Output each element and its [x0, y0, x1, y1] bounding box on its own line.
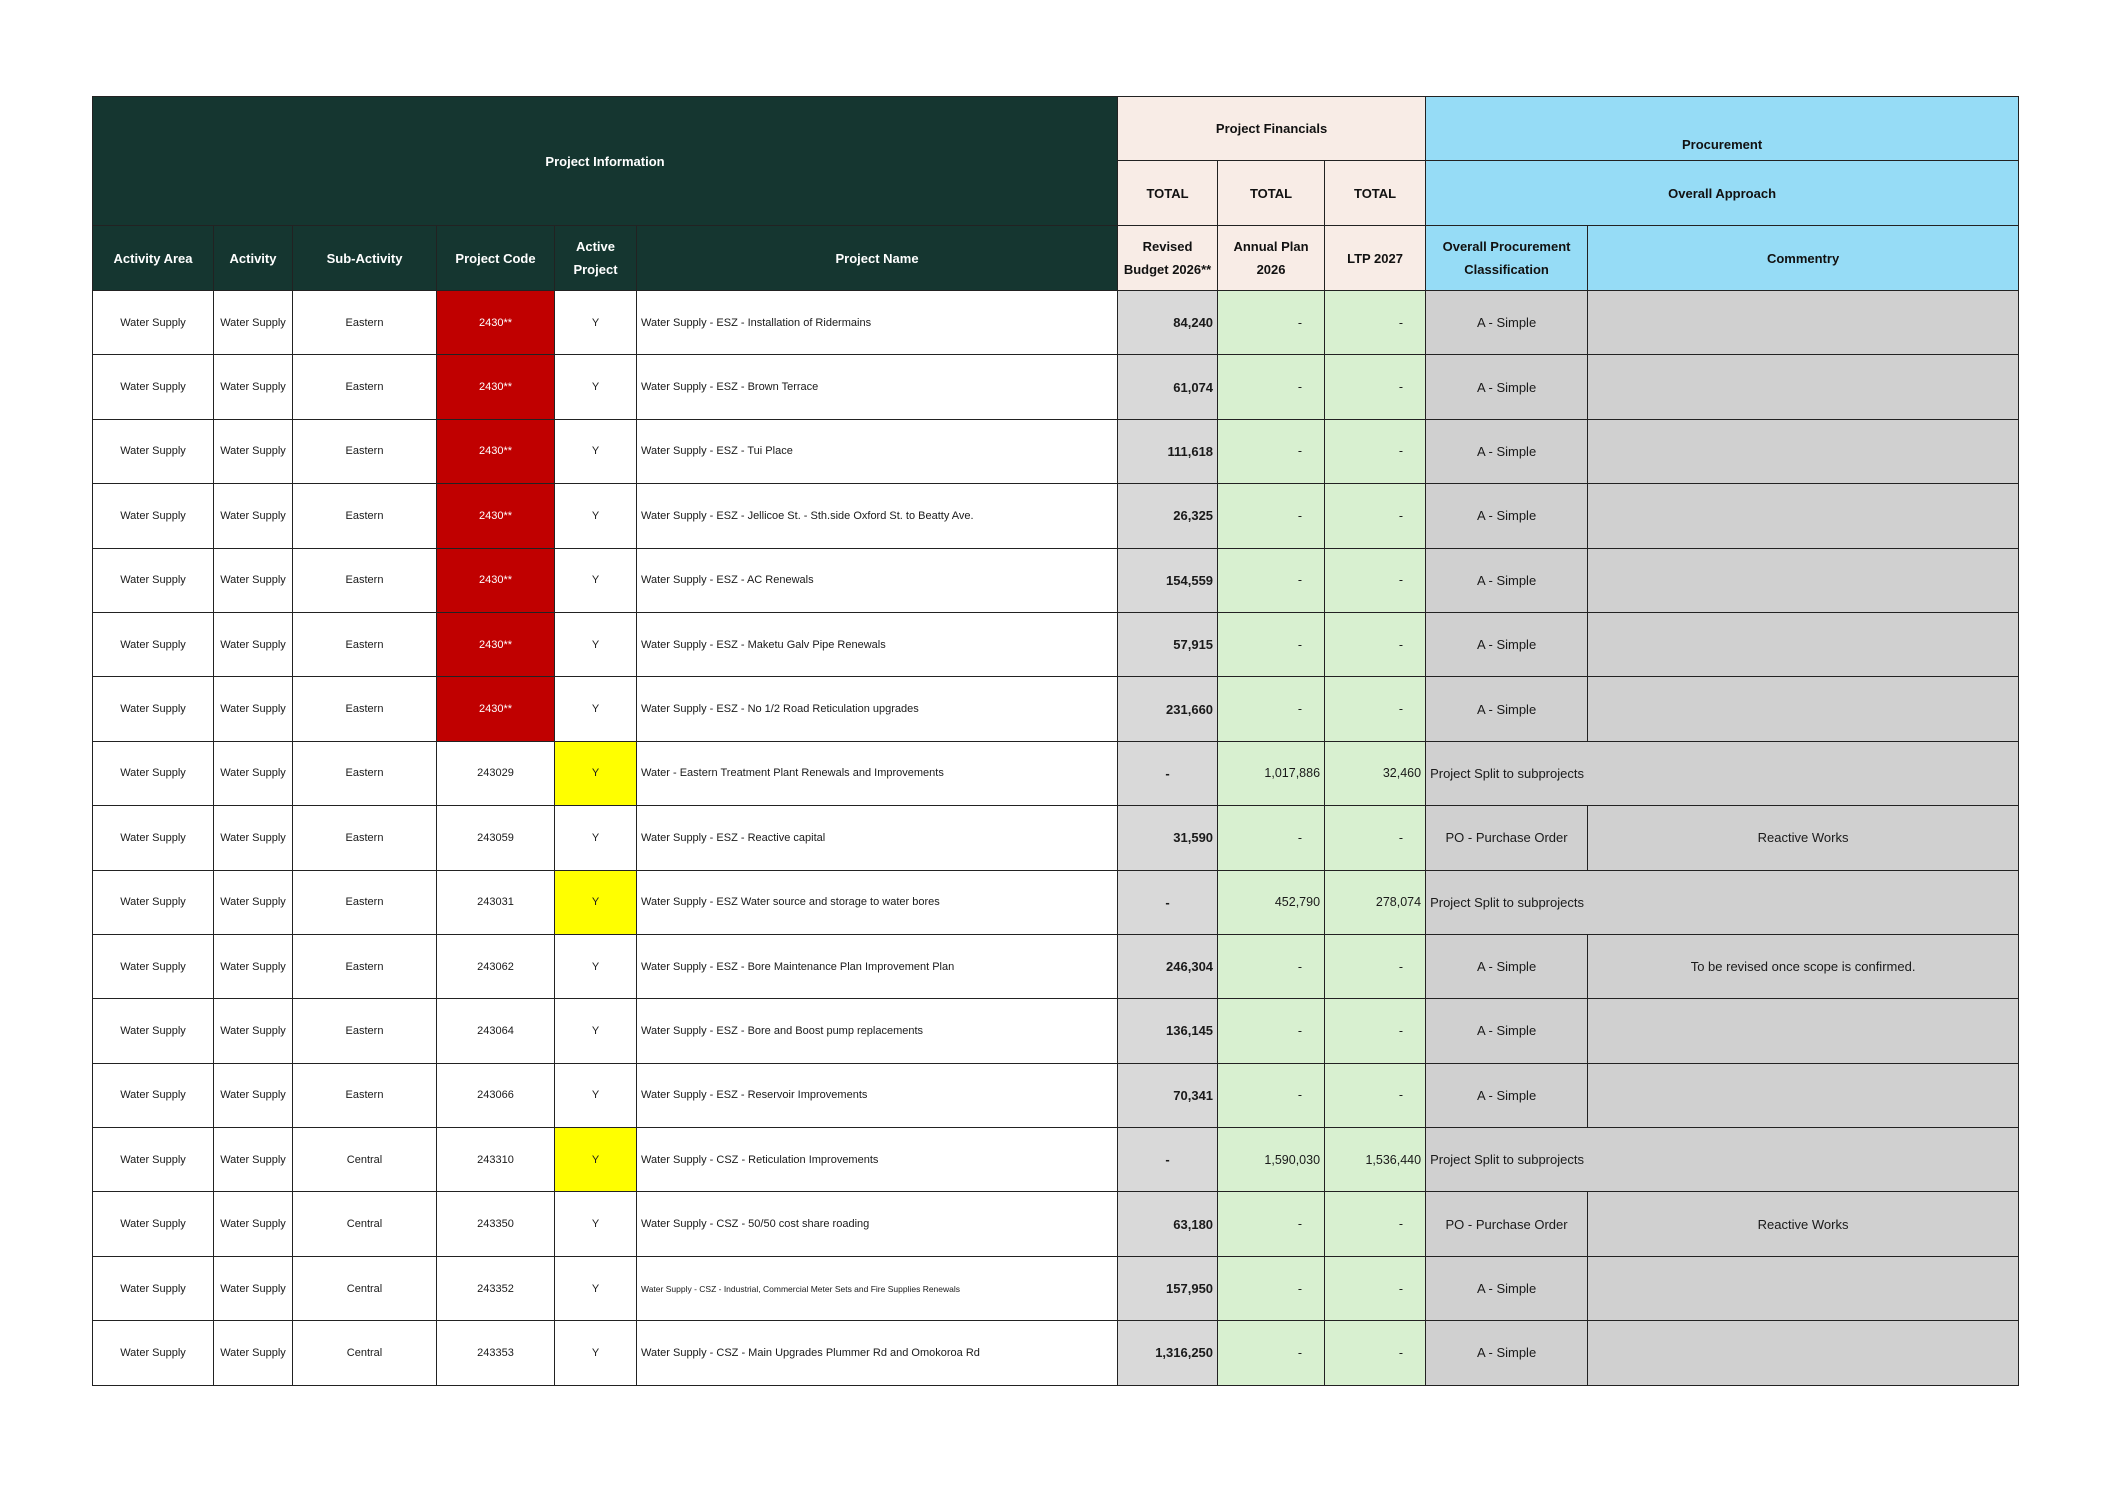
- project-name-cell: Water Supply - ESZ - Bore and Boost pump replacements: [637, 999, 1118, 1063]
- active-project-cell: Y: [555, 548, 637, 612]
- activity-area-cell: Water Supply: [93, 677, 214, 741]
- annual-plan-cell: -: [1218, 1321, 1325, 1385]
- table-row: [93, 1256, 2019, 1320]
- project-code-cell: 243062: [437, 934, 555, 998]
- ltp-cell: -: [1325, 934, 1426, 998]
- active-project-cell: Y: [555, 1321, 637, 1385]
- activity-area-cell: Water Supply: [93, 612, 214, 676]
- commentry-cell: [1588, 419, 2019, 483]
- procurement-header: Procurement: [1426, 97, 2019, 161]
- active-project-cell: Y: [555, 1063, 637, 1127]
- sub-activity-cell: Eastern: [293, 419, 437, 483]
- activity-cell: Water Supply: [214, 999, 293, 1063]
- activity-area-cell: Water Supply: [93, 355, 214, 419]
- table-body: [93, 291, 2019, 1386]
- activity-cell: Water Supply: [214, 548, 293, 612]
- project-name-cell: Water Supply - ESZ - No 1/2 Road Reticulation upgrades: [637, 677, 1118, 741]
- total-header-3: TOTAL: [1325, 161, 1426, 226]
- ltp-cell: 1,536,440: [1325, 1128, 1426, 1192]
- sub-activity-cell: Eastern: [293, 870, 437, 934]
- activity-cell: Water Supply: [214, 1256, 293, 1320]
- annual-plan-cell: -: [1218, 1256, 1325, 1320]
- active-project-cell: Y: [555, 741, 637, 805]
- revised-budget-cell: -: [1118, 1128, 1218, 1192]
- project-financials-header: Project Financials: [1118, 97, 1426, 161]
- commentry-cell: [1588, 484, 2019, 548]
- table-row: [93, 806, 2019, 870]
- table-row: [93, 677, 2019, 741]
- active-project-cell: Y: [555, 1256, 637, 1320]
- procurement-classification-cell: A - Simple: [1426, 1321, 1588, 1385]
- project-name-cell: Water Supply - ESZ - Jellicoe St. - Sth.side Oxford St. to Beatty Ave.: [637, 484, 1118, 548]
- project-code-cell: 243352: [437, 1256, 555, 1320]
- revised-budget-cell: 61,074: [1118, 355, 1218, 419]
- project-name-cell: Water Supply - CSZ - Industrial, Commercial Meter Sets and Fire Supplies Renewals: [637, 1256, 1118, 1320]
- table-row: [93, 741, 2019, 805]
- procurement-classification-cell: A - Simple: [1426, 612, 1588, 676]
- procurement-classification-cell: A - Simple: [1426, 291, 1588, 355]
- ltp-cell: -: [1325, 484, 1426, 548]
- sub-activity-cell: Eastern: [293, 1063, 437, 1127]
- active-project-cell: Y: [555, 870, 637, 934]
- sub-activity-cell: Eastern: [293, 934, 437, 998]
- annual-plan-cell: -: [1218, 1192, 1325, 1256]
- total-header-1: TOTAL: [1118, 161, 1218, 226]
- activity-area-cell: Water Supply: [93, 741, 214, 805]
- commentry-cell: [1588, 1063, 2019, 1127]
- ltp-cell: -: [1325, 1063, 1426, 1127]
- revised-budget-cell: 84,240: [1118, 291, 1218, 355]
- annual-plan-cell: -: [1218, 548, 1325, 612]
- activity-area-cell: Water Supply: [93, 419, 214, 483]
- commentry-cell: [1588, 999, 2019, 1063]
- col-commentry: Commentry: [1588, 226, 2019, 291]
- procurement-classification-cell: A - Simple: [1426, 934, 1588, 998]
- table-row: [93, 999, 2019, 1063]
- sub-activity-cell: Eastern: [293, 741, 437, 805]
- project-code-cell: 243064: [437, 999, 555, 1063]
- table-row: [93, 1321, 2019, 1385]
- annual-plan-cell: -: [1218, 1063, 1325, 1127]
- project-name-cell: Water Supply - CSZ - Main Upgrades Plummer Rd and Omokoroa Rd: [637, 1321, 1118, 1385]
- annual-plan-cell: -: [1218, 999, 1325, 1063]
- table-row: [93, 1192, 2019, 1256]
- project-code-cell: 2430**: [437, 419, 555, 483]
- activity-area-cell: Water Supply: [93, 1063, 214, 1127]
- project-code-cell: 2430**: [437, 484, 555, 548]
- revised-budget-cell: 136,145: [1118, 999, 1218, 1063]
- project-code-cell: 243350: [437, 1192, 555, 1256]
- procurement-classification-cell: Project Split to subprojects: [1426, 870, 2019, 934]
- activity-area-cell: Water Supply: [93, 1321, 214, 1385]
- active-project-cell: Y: [555, 1128, 637, 1192]
- activity-cell: Water Supply: [214, 1128, 293, 1192]
- col-ltp: LTP 2027: [1325, 226, 1426, 291]
- active-project-cell: Y: [555, 999, 637, 1063]
- commentry-cell: [1588, 1256, 2019, 1320]
- table-row: [93, 870, 2019, 934]
- table-row: [93, 934, 2019, 998]
- activity-cell: Water Supply: [214, 870, 293, 934]
- ltp-cell: -: [1325, 291, 1426, 355]
- procurement-classification-cell: A - Simple: [1426, 484, 1588, 548]
- active-project-cell: Y: [555, 484, 637, 548]
- col-activity: Activity: [214, 226, 293, 291]
- sub-activity-cell: Eastern: [293, 999, 437, 1063]
- annual-plan-cell: -: [1218, 419, 1325, 483]
- activity-area-cell: Water Supply: [93, 934, 214, 998]
- ltp-cell: -: [1325, 419, 1426, 483]
- activity-cell: Water Supply: [214, 1192, 293, 1256]
- project-code-cell: 2430**: [437, 355, 555, 419]
- commentry-cell: [1588, 291, 2019, 355]
- active-project-cell: Y: [555, 355, 637, 419]
- ltp-cell: 278,074: [1325, 870, 1426, 934]
- sub-activity-cell: Eastern: [293, 484, 437, 548]
- activity-area-cell: Water Supply: [93, 548, 214, 612]
- activity-cell: Water Supply: [214, 806, 293, 870]
- active-project-cell: Y: [555, 419, 637, 483]
- sub-activity-cell: Eastern: [293, 548, 437, 612]
- project-code-cell: 243059: [437, 806, 555, 870]
- project-code-cell: 243029: [437, 741, 555, 805]
- procurement-classification-cell: Project Split to subprojects: [1426, 741, 2019, 805]
- table-row: [93, 419, 2019, 483]
- commentry-cell: [1588, 677, 2019, 741]
- project-name-cell: Water Supply - ESZ - Tui Place: [637, 419, 1118, 483]
- procurement-classification-cell: A - Simple: [1426, 548, 1588, 612]
- col-project-name: Project Name: [637, 226, 1118, 291]
- commentry-cell: [1588, 355, 2019, 419]
- revised-budget-cell: 246,304: [1118, 934, 1218, 998]
- annual-plan-cell: -: [1218, 355, 1325, 419]
- activity-cell: Water Supply: [214, 1063, 293, 1127]
- annual-plan-cell: -: [1218, 806, 1325, 870]
- activity-cell: Water Supply: [214, 1321, 293, 1385]
- activity-area-cell: Water Supply: [93, 484, 214, 548]
- ltp-cell: 32,460: [1325, 741, 1426, 805]
- project-code-cell: 2430**: [437, 612, 555, 676]
- project-name-cell: Water Supply - ESZ Water source and storage to water bores: [637, 870, 1118, 934]
- col-sub-activity: Sub-Activity: [293, 226, 437, 291]
- project-name-cell: Water Supply - ESZ - Brown Terrace: [637, 355, 1118, 419]
- activity-area-cell: Water Supply: [93, 870, 214, 934]
- activity-cell: Water Supply: [214, 419, 293, 483]
- sub-activity-cell: Eastern: [293, 677, 437, 741]
- col-revised-budget: Revised Budget 2026**: [1118, 226, 1218, 291]
- active-project-cell: Y: [555, 291, 637, 355]
- revised-budget-cell: 231,660: [1118, 677, 1218, 741]
- revised-budget-cell: 31,590: [1118, 806, 1218, 870]
- project-code-cell: 2430**: [437, 677, 555, 741]
- activity-cell: Water Supply: [214, 484, 293, 548]
- procurement-classification-cell: A - Simple: [1426, 677, 1588, 741]
- procurement-classification-cell: A - Simple: [1426, 355, 1588, 419]
- active-project-cell: Y: [555, 806, 637, 870]
- project-name-cell: Water Supply - ESZ - Maketu Galv Pipe Renewals: [637, 612, 1118, 676]
- procurement-classification-cell: PO - Purchase Order: [1426, 806, 1588, 870]
- activity-area-cell: Water Supply: [93, 1192, 214, 1256]
- ltp-cell: -: [1325, 806, 1426, 870]
- sub-activity-cell: Central: [293, 1256, 437, 1320]
- col-annual-plan: Annual Plan 2026: [1218, 226, 1325, 291]
- project-code-cell: 2430**: [437, 548, 555, 612]
- revised-budget-cell: -: [1118, 870, 1218, 934]
- sub-activity-cell: Central: [293, 1128, 437, 1192]
- revised-budget-cell: 70,341: [1118, 1063, 1218, 1127]
- project-code-cell: 243353: [437, 1321, 555, 1385]
- ltp-cell: -: [1325, 1321, 1426, 1385]
- ltp-cell: -: [1325, 677, 1426, 741]
- col-procurement-classification: Overall Procurement Classification: [1426, 226, 1588, 291]
- project-name-cell: Water - Eastern Treatment Plant Renewals and Improvements: [637, 741, 1118, 805]
- col-activity-area: Activity Area: [93, 226, 214, 291]
- project-code-cell: 2430**: [437, 291, 555, 355]
- revised-budget-cell: 1,316,250: [1118, 1321, 1218, 1385]
- project-name-cell: Water Supply - ESZ - Bore Maintenance Plan Improvement Plan: [637, 934, 1118, 998]
- ltp-cell: -: [1325, 999, 1426, 1063]
- activity-area-cell: Water Supply: [93, 999, 214, 1063]
- revised-budget-cell: 154,559: [1118, 548, 1218, 612]
- sub-activity-cell: Central: [293, 1192, 437, 1256]
- commentry-cell: To be revised once scope is confirmed.: [1588, 934, 2019, 998]
- commentry-cell: Reactive Works: [1588, 806, 2019, 870]
- ltp-cell: -: [1325, 548, 1426, 612]
- sub-activity-cell: Eastern: [293, 355, 437, 419]
- project-name-cell: Water Supply - ESZ - Installation of Ridermains: [637, 291, 1118, 355]
- procurement-classification-cell: A - Simple: [1426, 1063, 1588, 1127]
- procurement-classification-cell: A - Simple: [1426, 1256, 1588, 1320]
- revised-budget-cell: 63,180: [1118, 1192, 1218, 1256]
- table-row: [93, 548, 2019, 612]
- total-header-2: TOTAL: [1218, 161, 1325, 226]
- activity-area-cell: Water Supply: [93, 1256, 214, 1320]
- activity-cell: Water Supply: [214, 355, 293, 419]
- procurement-classification-cell: Project Split to subprojects: [1426, 1128, 2019, 1192]
- revised-budget-cell: 57,915: [1118, 612, 1218, 676]
- commentry-cell: [1588, 612, 2019, 676]
- table-row: [93, 355, 2019, 419]
- activity-area-cell: Water Supply: [93, 1128, 214, 1192]
- revised-budget-cell: -: [1118, 741, 1218, 805]
- activity-cell: Water Supply: [214, 741, 293, 805]
- annual-plan-cell: -: [1218, 612, 1325, 676]
- project-name-cell: Water Supply - ESZ - AC Renewals: [637, 548, 1118, 612]
- overall-approach-header: Overall Approach: [1426, 161, 2019, 226]
- activity-cell: Water Supply: [214, 934, 293, 998]
- ltp-cell: -: [1325, 1192, 1426, 1256]
- activity-cell: Water Supply: [214, 612, 293, 676]
- ltp-cell: -: [1325, 1256, 1426, 1320]
- col-project-code: Project Code: [437, 226, 555, 291]
- table-row: [93, 1063, 2019, 1127]
- annual-plan-cell: -: [1218, 484, 1325, 548]
- project-code-cell: 243031: [437, 870, 555, 934]
- active-project-cell: Y: [555, 1192, 637, 1256]
- table-row: [93, 1128, 2019, 1192]
- annual-plan-cell: 452,790: [1218, 870, 1325, 934]
- project-name-cell: Water Supply - ESZ - Reservoir Improvements: [637, 1063, 1118, 1127]
- activity-area-cell: Water Supply: [93, 806, 214, 870]
- sub-activity-cell: Eastern: [293, 612, 437, 676]
- active-project-cell: Y: [555, 677, 637, 741]
- table-row: [93, 484, 2019, 548]
- project-name-cell: Water Supply - CSZ - 50/50 cost share roading: [637, 1192, 1118, 1256]
- project-name-cell: Water Supply - ESZ - Reactive capital: [637, 806, 1118, 870]
- sub-activity-cell: Eastern: [293, 291, 437, 355]
- activity-cell: Water Supply: [214, 291, 293, 355]
- active-project-cell: Y: [555, 612, 637, 676]
- revised-budget-cell: 157,950: [1118, 1256, 1218, 1320]
- annual-plan-cell: -: [1218, 934, 1325, 998]
- annual-plan-cell: 1,017,886: [1218, 741, 1325, 805]
- table-row: [93, 291, 2019, 355]
- procurement-classification-cell: PO - Purchase Order: [1426, 1192, 1588, 1256]
- procurement-classification-cell: A - Simple: [1426, 999, 1588, 1063]
- revised-budget-cell: 111,618: [1118, 419, 1218, 483]
- procurement-classification-cell: A - Simple: [1426, 419, 1588, 483]
- project-name-cell: Water Supply - CSZ - Reticulation Improvements: [637, 1128, 1118, 1192]
- commentry-cell: Reactive Works: [1588, 1192, 2019, 1256]
- commentry-cell: [1588, 548, 2019, 612]
- revised-budget-cell: 26,325: [1118, 484, 1218, 548]
- sub-activity-cell: Eastern: [293, 806, 437, 870]
- annual-plan-cell: 1,590,030: [1218, 1128, 1325, 1192]
- project-code-cell: 243066: [437, 1063, 555, 1127]
- active-project-cell: Y: [555, 934, 637, 998]
- ltp-cell: -: [1325, 355, 1426, 419]
- col-active-project: Active Project: [555, 226, 637, 291]
- project-code-cell: 243310: [437, 1128, 555, 1192]
- activity-cell: Water Supply: [214, 677, 293, 741]
- ltp-cell: -: [1325, 612, 1426, 676]
- annual-plan-cell: -: [1218, 677, 1325, 741]
- commentry-cell: [1588, 1321, 2019, 1385]
- project-schedule-table: [92, 96, 2019, 1386]
- project-information-header: Project Information: [93, 97, 1118, 226]
- annual-plan-cell: -: [1218, 291, 1325, 355]
- sub-activity-cell: Central: [293, 1321, 437, 1385]
- activity-area-cell: Water Supply: [93, 291, 214, 355]
- table-row: [93, 612, 2019, 676]
